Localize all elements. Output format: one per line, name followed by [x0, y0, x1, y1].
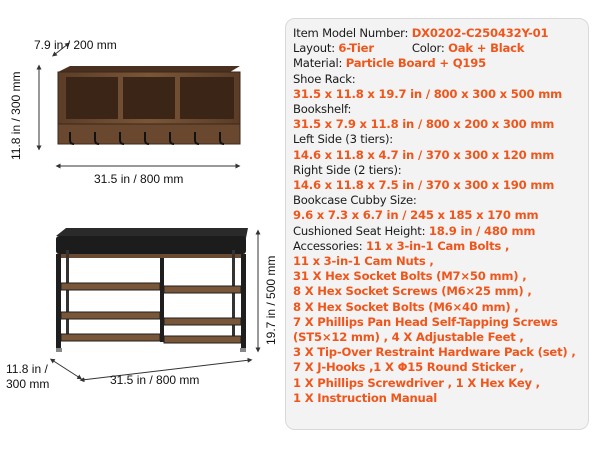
left-side-value: 14.6 x 11.8 x 4.7 in / 370 x 300 x 120 mm — [293, 147, 555, 162]
accessory-item: 8 X Hex Socket Bolts (M6×40 mm) , — [293, 299, 519, 314]
model-number-row — [293, 26, 582, 41]
left-side-label: Left Side (3 tiers): — [293, 132, 393, 147]
wall-bookshelf — [58, 66, 240, 144]
material-label: Material: — [293, 56, 346, 71]
bench-depth-label-1: 11.8 in / — [6, 362, 48, 376]
accessories-label: Accessories: — [293, 238, 366, 253]
shelf-depth-label: 7.9 in / 200 mm — [34, 38, 117, 52]
seat-height-row — [293, 224, 582, 239]
model-number-label: Item Model Number: — [293, 26, 412, 40]
accessory-item: 11 x 3-in-1 Cam Bolts , — [365, 238, 510, 253]
layout-label: Layout: — [293, 41, 339, 56]
cubby-label: Bookcase Cubby Size: — [293, 193, 417, 208]
accessory-item: 31 X Hex Socket Bolts (M7×50 mm) , — [293, 269, 527, 284]
bookshelf-label: Bookshelf: — [293, 102, 352, 117]
accessories-row — [293, 239, 582, 254]
shoe-rack-label: Shoe Rack: — [293, 71, 356, 86]
right-side-value: 14.6 x 11.8 x 7.5 in / 370 x 300 x 190 mm — [293, 178, 555, 193]
accessory-item: 1 X Instruction Manual — [293, 390, 437, 405]
material-row — [293, 56, 582, 71]
layout-color-row — [293, 41, 582, 56]
cubby-value: 9.6 x 7.3 x 6.7 in / 245 x 185 x 170 mm — [293, 208, 539, 223]
product-illustration-area — [0, 0, 285, 450]
layout-value: 6-Tier — [338, 41, 374, 56]
accessory-item: 8 X Hex Socket Screws (M6×25 mm) , — [293, 284, 532, 299]
model-number-value: DX0202-C250432Y-01 — [411, 26, 549, 40]
bench-width-label: 31.5 in / 800 mm — [110, 373, 200, 387]
accessory-item: 7 X Phillips Pan Head Self-Tapping Screws — [293, 314, 558, 329]
shoe-bench — [56, 228, 248, 352]
accessory-item: 3 X Tip-Over Restraint Hardware Pack (set) , — [293, 345, 576, 360]
specs-panel — [285, 18, 589, 430]
shelf-height-label: 11.8 in / 300 mm — [9, 71, 23, 160]
bench-depth-label-2: 300 mm — [6, 377, 50, 391]
bookshelf-value: 31.5 x 7.9 x 11.8 in / 800 x 200 x 300 mm — [293, 117, 555, 132]
accessory-item: 7 X J-Hooks ,1 X Φ15 Round Sticker , — [293, 360, 524, 375]
seat-height-label: Cushioned Seat Height: — [293, 223, 429, 238]
seat-height-value: 18.9 in / 480 mm — [428, 223, 536, 238]
bench-height-label: 19.7 in / 500 mm — [264, 255, 278, 345]
color-label: Color: — [411, 41, 449, 56]
material-value: Particle Board + Q195 — [345, 56, 486, 71]
shelf-width-label: 31.5 in / 800 mm — [94, 172, 184, 186]
color-value: Oak + Black — [448, 41, 525, 56]
right-side-label: Right Side (2 tiers): — [293, 162, 402, 177]
accessory-item: 1 X Phillips Screwdriver , 1 X Hex Key , — [293, 375, 540, 390]
shoe-rack-value: 31.5 x 11.8 x 19.7 in / 800 x 300 x 500 mm — [293, 86, 562, 101]
accessory-item: (ST5×12 mm) , 4 X Adjustable Feet , — [293, 330, 524, 345]
accessory-item: 11 x 3-in-1 Cam Nuts , — [293, 254, 434, 269]
